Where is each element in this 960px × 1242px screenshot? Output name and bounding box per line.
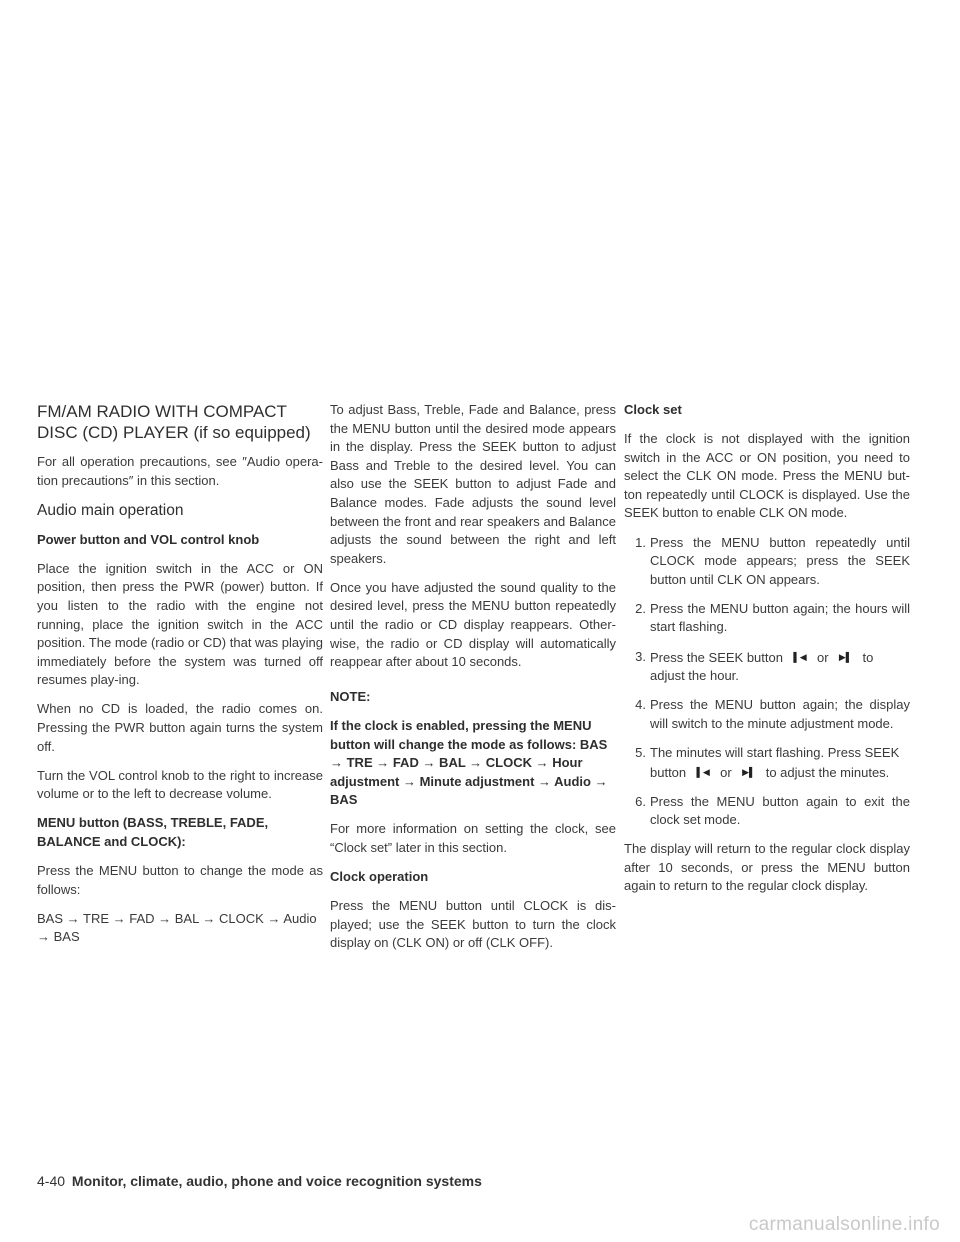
clock-operation-heading: Clock operation: [330, 869, 429, 885]
power-paragraph-3: Turn the VOL control knob to the right to increase volume or to the left to decrease volume.: [37, 767, 323, 802]
closing-paragraph: The display will return to the regular clock display after 10 seconds, or press the MENU button again to return to the regular clock display.: [624, 841, 910, 894]
clock-set-steps: [624, 534, 910, 830]
column-middle: [330, 401, 616, 963]
section-title-line-1: FM/AM RADIO WITH COMPACT: [37, 402, 287, 421]
step-item-1: [624, 534, 910, 590]
seek-forward-icon: ▶▌: [742, 766, 756, 777]
watermark: [0, 1200, 960, 1242]
clock-set-intro: If the clock is not displayed with the ignition switch in the ACC or ON position, you need to select the CLK ON mode. Press the MENU but-ton repeatedly until CLOCK is displayed. Use the SEEK button to enable CLK ON mode.: [624, 431, 910, 521]
step-text-end: to adjust the hour.: [650, 649, 874, 684]
step-number: 4.: [635, 697, 646, 713]
note-text: If the clock is enabled, pressing the MENU button will change the mode as follows: BAS → TRE → FAD → BAL → CLOCK → Hour adjustment → Minute adjustment → Audio → BAS: [330, 717, 608, 808]
step-text: Press the MENU button again; the display will switch to the minute adjustment mode.: [650, 697, 910, 731]
page-footer: [37, 1172, 482, 1190]
column-left: [37, 401, 323, 957]
menu-sequence: BAS → TRE → FAD → BAL → CLOCK → Audio → BAS: [37, 910, 317, 945]
page-number: 4-40: [37, 1173, 66, 1189]
step-number: 3.: [635, 648, 646, 664]
step-text: Press the MENU button again to exit the clock set mode.: [650, 793, 910, 828]
step-item-2: [624, 600, 910, 637]
step-item-5: [624, 744, 910, 782]
step-text-end: to adjust the minutes.: [765, 764, 890, 780]
seek-back-icon: ▌◀: [793, 651, 807, 662]
power-paragraph-1: Place the ignition switch in the ACC or ON position, then press the PWR (power) button. If you listen to the radio with the engine not running, place the ignition switch in the ACC position. The mode (radio or CD) that was playing immediately before the system was turned off resumes play-ing.: [37, 560, 323, 688]
clock-set-heading: Clock set: [624, 402, 682, 417]
chapter-title: Monitor, climate, audio, phone and voice recognition systems: [71, 1173, 482, 1189]
note-label: NOTE:: [330, 688, 371, 704]
step-or: or: [816, 649, 829, 665]
clock-operation-text: Press the MENU button until CLOCK is dis-played; use the SEEK button to turn the clock display on (CLK ON) or off (CLK OFF).: [330, 898, 616, 951]
power-heading: Power button and VOL control knob: [37, 531, 260, 547]
subsection-title: Audio main operation: [37, 501, 184, 519]
column-right: [624, 401, 910, 907]
watermark-text: carmanualsonline.info: [748, 1214, 940, 1235]
step-text-start: The minutes will start flashing. Press SEEK button: [650, 744, 900, 780]
section-title-line-2: DISC (CD) PLAYER (if so equipped): [37, 423, 311, 442]
power-paragraph-2: When no CD is loaded, the radio comes on. Pressing the PWR button again turns the system off.: [37, 701, 323, 754]
section-title: [37, 401, 323, 443]
menu-paragraph: Press the MENU button to change the mode as follows:: [37, 863, 323, 897]
step-number: 2.: [635, 600, 646, 616]
step-text: Press the MENU button again; the hours will start flashing.: [650, 600, 910, 635]
menu-heading: MENU button (BASS, TREBLE, FADE, BALANCE and CLOCK):: [37, 815, 269, 849]
seek-forward-icon: ▶▌: [838, 651, 853, 662]
seek-back-icon: ▌◀: [696, 766, 710, 777]
step-item-3: [624, 648, 910, 686]
more-info-paragraph: For more information on setting the clock, see “Clock set” later in this section.: [330, 821, 616, 855]
step-or: or: [720, 764, 732, 780]
step-number: 5.: [635, 744, 646, 760]
step-item-6: [624, 793, 910, 830]
step-item-4: [624, 696, 910, 733]
adjust-paragraph-2: Once you have adjusted the sound quality to the desired level, press the MENU button repeatedly until the radio or CD display reappears. Other-wise, the radio or CD display will automatically reappear after about 10 seconds.: [330, 579, 616, 670]
intro-paragraph: For all operation precautions, see ″Audio opera-tion precautions″ in this section.: [37, 454, 323, 488]
step-text-start: Press the SEEK button: [650, 649, 783, 665]
step-text: Press the MENU button repeatedly until CLOCK mode appears; press the SEEK button until CLK ON appears.: [650, 534, 910, 587]
step-number: 1.: [635, 534, 646, 550]
step-number: 6.: [635, 793, 646, 809]
adjust-paragraph-1: To adjust Bass, Treble, Fade and Balance, press the MENU button until the desired mode appears in the display. Press the SEEK button to adjust Bass and Treble to the desired level. You can also use the SEEK button to adjust Fade and Balance modes. Fade adjusts the sound level between the front and rear speakers and Balance adjusts the sound between the right and left speakers.: [330, 402, 616, 566]
